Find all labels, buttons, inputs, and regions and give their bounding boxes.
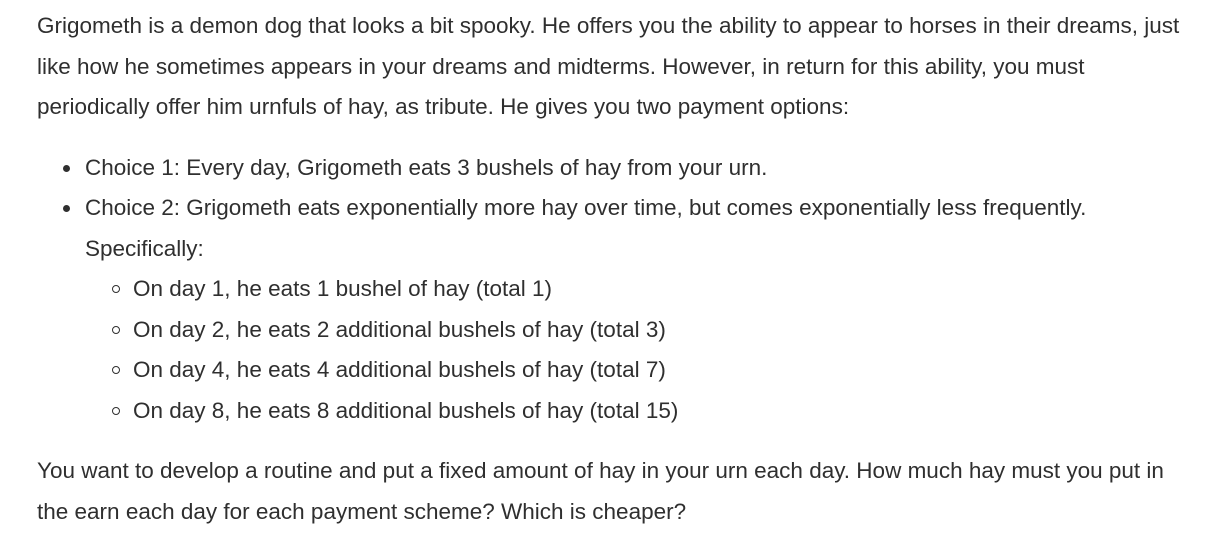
circle-bullet-icon bbox=[112, 285, 120, 293]
intro-paragraph: Grigometh is a demon dog that looks a bit spooky. He offers you the ability to appear to horses in their dreams, just like how he sometimes appears in your dreams and midterms. However, in return for this ability, you must periodically offer him urnfuls of hay, as tribute. He gives you two payment options: bbox=[37, 13, 1180, 119]
question-paragraph: You want to develop a routine and put a fixed amount of hay in your urn each day. How much hay must you put in the earn each day for each payment scheme? Which is cheaper? bbox=[37, 458, 1164, 524]
circle-bullet-icon bbox=[112, 326, 120, 334]
list-item-choice-2 bbox=[37, 188, 1192, 431]
circle-bullet-icon bbox=[112, 366, 120, 374]
schedule-day-4-text: On day 4, he eats 4 additional bushels of hay (total 7) bbox=[133, 357, 666, 382]
schedule-day-8-text: On day 8, he eats 8 additional bushels of hay (total 15) bbox=[133, 397, 679, 423]
schedule-day-1-text: On day 1, he eats 1 bushel of hay (total 1) bbox=[133, 276, 553, 301]
list-item-day-4 bbox=[85, 350, 1192, 391]
list-item-day-8 bbox=[85, 391, 1192, 432]
choice-2-text: Choice 2: Grigometh eats exponentially more hay over time, but comes exponentially less frequently. Specifically: bbox=[85, 195, 1087, 261]
choice-1-text: Choice 1: Every day, Grigometh eats 3 bushels of hay from your urn. bbox=[85, 154, 768, 180]
payment-options-list bbox=[37, 148, 1192, 432]
circle-bullet-icon bbox=[112, 407, 120, 415]
choice-2-schedule-list bbox=[85, 269, 1192, 431]
list-item-day-2 bbox=[85, 310, 1192, 351]
schedule-day-2-text: On day 2, he eats 2 additional bushels of hay (total 3) bbox=[133, 316, 666, 342]
disc-bullet-icon bbox=[63, 165, 70, 172]
list-item-choice-1 bbox=[37, 148, 1192, 189]
disc-bullet-icon bbox=[63, 205, 70, 212]
list-item-day-1 bbox=[85, 269, 1192, 310]
